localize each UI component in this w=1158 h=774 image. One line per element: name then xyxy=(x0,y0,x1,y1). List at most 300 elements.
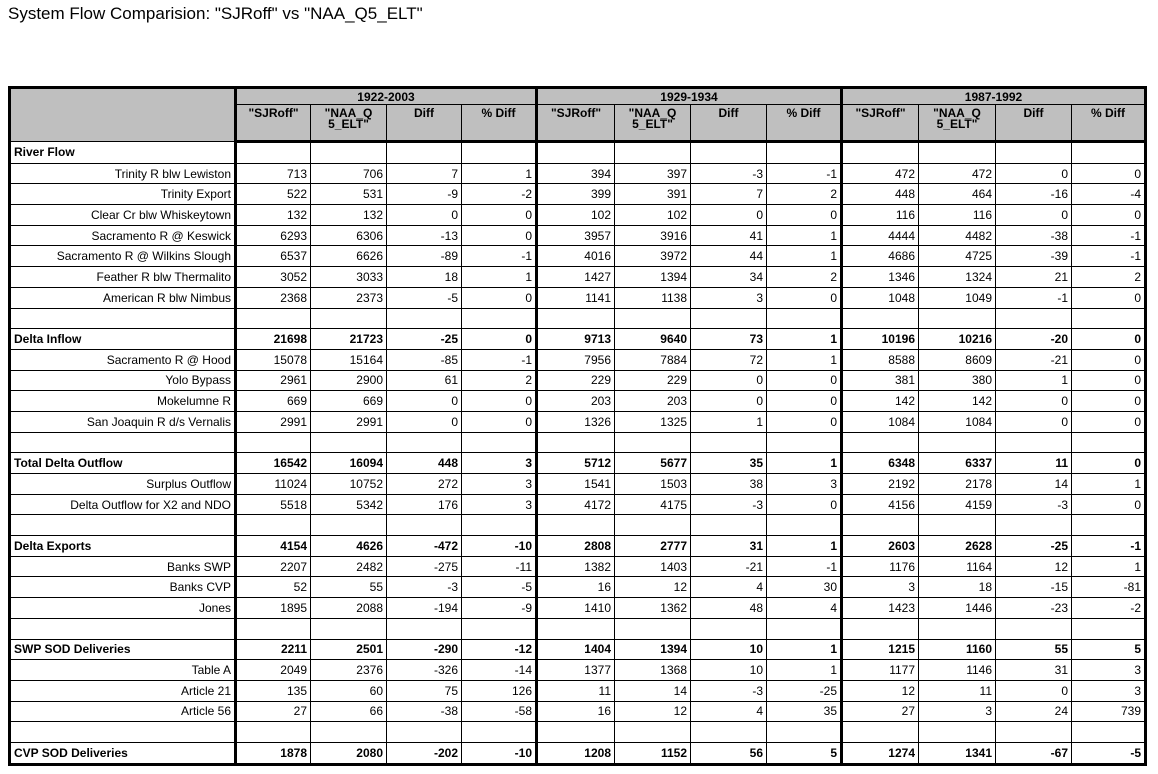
value-cell: 1274 xyxy=(842,742,919,764)
value-cell: 52 xyxy=(236,577,311,598)
value-cell: 0 xyxy=(691,205,767,226)
table-row xyxy=(10,370,1146,391)
value-cell: 102 xyxy=(537,205,615,226)
row-label: Yolo Bypass xyxy=(10,370,236,391)
table-row xyxy=(10,246,1146,267)
value-cell: 0 xyxy=(691,391,767,412)
value-cell: 1 xyxy=(1072,474,1146,495)
value-cell: -23 xyxy=(996,598,1072,619)
spacer-row xyxy=(10,308,1146,329)
value-cell: 41 xyxy=(691,225,767,246)
value-cell: 21 xyxy=(996,267,1072,288)
empty-cell xyxy=(767,142,842,164)
empty-cell xyxy=(919,142,996,164)
value-cell: 1410 xyxy=(537,598,615,619)
value-cell: 3 xyxy=(462,494,537,515)
value-cell: 0 xyxy=(1072,349,1146,370)
empty-cell xyxy=(691,308,767,329)
value-cell: 2900 xyxy=(311,370,387,391)
value-cell: -38 xyxy=(387,701,462,722)
empty-cell xyxy=(996,432,1072,453)
table-row xyxy=(10,267,1146,288)
value-cell: 135 xyxy=(236,680,311,701)
value-cell: 4686 xyxy=(842,246,919,267)
value-cell: 14 xyxy=(615,680,691,701)
value-cell: 0 xyxy=(996,411,1072,432)
table-row xyxy=(10,287,1146,308)
table-row xyxy=(10,494,1146,515)
value-cell: 116 xyxy=(919,205,996,226)
comparison-table-wrapper xyxy=(8,86,1147,766)
value-cell: 6306 xyxy=(311,225,387,246)
value-cell: 31 xyxy=(996,660,1072,681)
empty-cell xyxy=(842,618,919,639)
value-cell: 5677 xyxy=(615,453,691,474)
empty-cell xyxy=(311,142,387,164)
value-cell: 11024 xyxy=(236,474,311,495)
value-cell: 34 xyxy=(691,267,767,288)
value-cell: 16 xyxy=(537,577,615,598)
value-cell: -2 xyxy=(1072,598,1146,619)
value-cell: 12 xyxy=(842,680,919,701)
value-cell: 0 xyxy=(767,391,842,412)
value-cell: -9 xyxy=(462,598,537,619)
row-label: Delta Inflow xyxy=(10,329,236,350)
empty-cell xyxy=(1072,432,1146,453)
value-cell: 4725 xyxy=(919,246,996,267)
value-cell: 9640 xyxy=(615,329,691,350)
value-cell: 6626 xyxy=(311,246,387,267)
value-cell: 1 xyxy=(462,163,537,184)
value-cell: -85 xyxy=(387,349,462,370)
value-cell: 35 xyxy=(691,453,767,474)
value-cell: 531 xyxy=(311,184,387,205)
value-cell: 3 xyxy=(919,701,996,722)
empty-cell xyxy=(996,515,1072,536)
table-row xyxy=(10,225,1146,246)
value-cell: 0 xyxy=(996,205,1072,226)
value-cell: 1 xyxy=(767,536,842,557)
value-cell: 0 xyxy=(387,411,462,432)
row-label: CVP SOD Deliveries xyxy=(10,742,236,764)
column-header: % Diff xyxy=(1072,105,1146,142)
value-cell: 38 xyxy=(691,474,767,495)
value-cell: 11 xyxy=(537,680,615,701)
value-cell: -326 xyxy=(387,660,462,681)
value-cell: 16542 xyxy=(236,453,311,474)
empty-cell xyxy=(1072,722,1146,743)
value-cell: -58 xyxy=(462,701,537,722)
empty-cell xyxy=(10,432,236,453)
value-cell: -25 xyxy=(996,536,1072,557)
empty-cell xyxy=(691,618,767,639)
value-cell: 203 xyxy=(537,391,615,412)
column-header: "NAA_Q5_ELT" xyxy=(311,105,387,142)
value-cell: 3 xyxy=(691,287,767,308)
empty-cell xyxy=(462,308,537,329)
empty-cell xyxy=(236,142,311,164)
value-cell: 229 xyxy=(537,370,615,391)
value-cell: 0 xyxy=(767,287,842,308)
value-cell: 2991 xyxy=(311,411,387,432)
column-header: "NAA_Q5_ELT" xyxy=(615,105,691,142)
value-cell: 1878 xyxy=(236,742,311,764)
value-cell: 397 xyxy=(615,163,691,184)
value-cell: -1 xyxy=(1072,246,1146,267)
value-cell: 394 xyxy=(537,163,615,184)
value-cell: 3 xyxy=(1072,680,1146,701)
value-cell: 472 xyxy=(919,163,996,184)
value-cell: 448 xyxy=(387,453,462,474)
value-cell: 8609 xyxy=(919,349,996,370)
row-label: San Joaquin R d/s Vernalis xyxy=(10,411,236,432)
value-cell: 30 xyxy=(767,577,842,598)
value-cell: 14 xyxy=(996,474,1072,495)
value-cell: 126 xyxy=(462,680,537,701)
value-cell: 2 xyxy=(767,267,842,288)
empty-cell xyxy=(1072,515,1146,536)
value-cell: 176 xyxy=(387,494,462,515)
value-cell: 1 xyxy=(767,453,842,474)
value-cell: 2211 xyxy=(236,639,311,660)
value-cell: -21 xyxy=(996,349,1072,370)
value-cell: 3033 xyxy=(311,267,387,288)
column-header: % Diff xyxy=(462,105,537,142)
value-cell: -4 xyxy=(1072,184,1146,205)
value-cell: 73 xyxy=(691,329,767,350)
empty-cell xyxy=(537,618,615,639)
value-cell: 21698 xyxy=(236,329,311,350)
empty-cell xyxy=(236,308,311,329)
value-cell: 5 xyxy=(767,742,842,764)
value-cell: -15 xyxy=(996,577,1072,598)
row-label: Article 56 xyxy=(10,701,236,722)
value-cell: 522 xyxy=(236,184,311,205)
value-cell: 9713 xyxy=(537,329,615,350)
value-cell: 12 xyxy=(996,556,1072,577)
value-cell: 3052 xyxy=(236,267,311,288)
value-cell: 1164 xyxy=(919,556,996,577)
value-cell: 3 xyxy=(1072,660,1146,681)
value-cell: 0 xyxy=(996,391,1072,412)
value-cell: -3 xyxy=(691,494,767,515)
value-cell: 10 xyxy=(691,660,767,681)
empty-cell xyxy=(236,432,311,453)
value-cell: 55 xyxy=(311,577,387,598)
value-cell: -12 xyxy=(462,639,537,660)
value-cell: 380 xyxy=(919,370,996,391)
value-cell: 1382 xyxy=(537,556,615,577)
value-cell: 2991 xyxy=(236,411,311,432)
value-cell: 1346 xyxy=(842,267,919,288)
value-cell: 669 xyxy=(236,391,311,412)
table-row xyxy=(10,660,1146,681)
empty-cell xyxy=(387,142,462,164)
header-corner-cell xyxy=(10,88,236,142)
empty-cell xyxy=(1072,618,1146,639)
empty-cell xyxy=(387,618,462,639)
row-label: Trinity R blw Lewiston xyxy=(10,163,236,184)
value-cell: 21723 xyxy=(311,329,387,350)
empty-cell xyxy=(615,722,691,743)
value-cell: 1362 xyxy=(615,598,691,619)
value-cell: 472 xyxy=(842,163,919,184)
value-cell: 1 xyxy=(767,639,842,660)
value-cell: 1 xyxy=(462,267,537,288)
value-cell: 229 xyxy=(615,370,691,391)
value-cell: -10 xyxy=(462,742,537,764)
value-cell: 0 xyxy=(1072,329,1146,350)
value-cell: 0 xyxy=(1072,411,1146,432)
value-cell: 2207 xyxy=(236,556,311,577)
value-cell: 0 xyxy=(462,287,537,308)
value-cell: -14 xyxy=(462,660,537,681)
empty-cell xyxy=(462,432,537,453)
value-cell: 1215 xyxy=(842,639,919,660)
table-row xyxy=(10,598,1146,619)
value-cell: -11 xyxy=(462,556,537,577)
value-cell: 2 xyxy=(767,184,842,205)
period-header: 1922-2003 xyxy=(236,88,537,105)
value-cell: 3957 xyxy=(537,225,615,246)
empty-cell xyxy=(537,308,615,329)
value-cell: 10216 xyxy=(919,329,996,350)
value-cell: 5342 xyxy=(311,494,387,515)
value-cell: -1 xyxy=(996,287,1072,308)
value-cell: 1 xyxy=(1072,556,1146,577)
column-header: "SJRoff" xyxy=(236,105,311,142)
table-row xyxy=(10,163,1146,184)
value-cell: -3 xyxy=(996,494,1072,515)
value-cell: 142 xyxy=(842,391,919,412)
value-cell: -5 xyxy=(1072,742,1146,764)
value-cell: 713 xyxy=(236,163,311,184)
value-cell: 1341 xyxy=(919,742,996,764)
empty-cell xyxy=(842,142,919,164)
empty-cell xyxy=(311,722,387,743)
table-row xyxy=(10,184,1146,205)
row-label: Delta Exports xyxy=(10,536,236,557)
value-cell: 27 xyxy=(842,701,919,722)
value-cell: -89 xyxy=(387,246,462,267)
value-cell: 3 xyxy=(767,474,842,495)
value-cell: 2080 xyxy=(311,742,387,764)
value-cell: 0 xyxy=(462,225,537,246)
value-cell: 10196 xyxy=(842,329,919,350)
empty-cell xyxy=(387,515,462,536)
empty-cell xyxy=(691,142,767,164)
total-row xyxy=(10,536,1146,557)
value-cell: -20 xyxy=(996,329,1072,350)
empty-cell xyxy=(996,722,1072,743)
value-cell: -1 xyxy=(767,163,842,184)
value-cell: 1368 xyxy=(615,660,691,681)
value-cell: 3 xyxy=(462,453,537,474)
value-cell: 0 xyxy=(387,391,462,412)
value-cell: 35 xyxy=(767,701,842,722)
value-cell: 6337 xyxy=(919,453,996,474)
empty-cell xyxy=(537,142,615,164)
value-cell: 1 xyxy=(767,246,842,267)
value-cell: 132 xyxy=(236,205,311,226)
value-cell: 1084 xyxy=(919,411,996,432)
empty-cell xyxy=(691,432,767,453)
empty-cell xyxy=(615,142,691,164)
table-row xyxy=(10,701,1146,722)
row-label: Sacramento R @ Hood xyxy=(10,349,236,370)
total-row xyxy=(10,453,1146,474)
value-cell: 1404 xyxy=(537,639,615,660)
value-cell: -1 xyxy=(462,246,537,267)
value-cell: 4175 xyxy=(615,494,691,515)
value-cell: 18 xyxy=(919,577,996,598)
value-cell: -5 xyxy=(387,287,462,308)
value-cell: 2178 xyxy=(919,474,996,495)
value-cell: 669 xyxy=(311,391,387,412)
empty-cell xyxy=(311,618,387,639)
value-cell: 4172 xyxy=(537,494,615,515)
total-row xyxy=(10,742,1146,764)
value-cell: 4159 xyxy=(919,494,996,515)
empty-cell xyxy=(767,432,842,453)
value-cell: 1141 xyxy=(537,287,615,308)
period-header: 1929-1934 xyxy=(537,88,842,105)
table-row xyxy=(10,556,1146,577)
value-cell: 3 xyxy=(842,577,919,598)
value-cell: 4016 xyxy=(537,246,615,267)
value-cell: 464 xyxy=(919,184,996,205)
total-row xyxy=(10,329,1146,350)
empty-cell xyxy=(996,308,1072,329)
value-cell: 142 xyxy=(919,391,996,412)
value-cell: -194 xyxy=(387,598,462,619)
value-cell: -25 xyxy=(387,329,462,350)
value-cell: 66 xyxy=(311,701,387,722)
value-cell: -10 xyxy=(462,536,537,557)
value-cell: 1394 xyxy=(615,267,691,288)
value-cell: 706 xyxy=(311,163,387,184)
value-cell: -1 xyxy=(767,556,842,577)
value-cell: 1377 xyxy=(537,660,615,681)
empty-cell xyxy=(615,432,691,453)
column-header: "SJRoff" xyxy=(842,105,919,142)
spacer-row xyxy=(10,722,1146,743)
empty-cell xyxy=(387,308,462,329)
value-cell: 7 xyxy=(691,184,767,205)
value-cell: 7 xyxy=(387,163,462,184)
value-cell: 0 xyxy=(767,411,842,432)
value-cell: 0 xyxy=(767,370,842,391)
value-cell: 2603 xyxy=(842,536,919,557)
empty-cell xyxy=(842,308,919,329)
value-cell: 31 xyxy=(691,536,767,557)
empty-cell xyxy=(767,722,842,743)
value-cell: -13 xyxy=(387,225,462,246)
value-cell: 0 xyxy=(1072,391,1146,412)
value-cell: 2192 xyxy=(842,474,919,495)
value-cell: 3972 xyxy=(615,246,691,267)
value-cell: 1049 xyxy=(919,287,996,308)
value-cell: 381 xyxy=(842,370,919,391)
value-cell: 1326 xyxy=(537,411,615,432)
value-cell: 5712 xyxy=(537,453,615,474)
total-row xyxy=(10,639,1146,660)
row-label: Feather R blw Thermalito xyxy=(10,267,236,288)
empty-cell xyxy=(842,722,919,743)
value-cell: -2 xyxy=(462,184,537,205)
value-cell: 11 xyxy=(919,680,996,701)
table-row xyxy=(10,577,1146,598)
table-row xyxy=(10,474,1146,495)
value-cell: 5 xyxy=(1072,639,1146,660)
value-cell: 7884 xyxy=(615,349,691,370)
empty-cell xyxy=(996,618,1072,639)
value-cell: 72 xyxy=(691,349,767,370)
value-cell: 2088 xyxy=(311,598,387,619)
value-cell: 0 xyxy=(1072,453,1146,474)
value-cell: -202 xyxy=(387,742,462,764)
empty-cell xyxy=(919,432,996,453)
value-cell: -81 xyxy=(1072,577,1146,598)
value-cell: 2482 xyxy=(311,556,387,577)
column-header: "NAA_Q5_ELT" xyxy=(919,105,996,142)
row-label: SWP SOD Deliveries xyxy=(10,639,236,660)
empty-cell xyxy=(462,142,537,164)
value-cell: 0 xyxy=(462,205,537,226)
value-cell: 1 xyxy=(996,370,1072,391)
empty-cell xyxy=(311,515,387,536)
value-cell: 12 xyxy=(615,577,691,598)
row-label: Total Delta Outflow xyxy=(10,453,236,474)
value-cell: 4626 xyxy=(311,536,387,557)
value-cell: 1403 xyxy=(615,556,691,577)
value-cell: 15164 xyxy=(311,349,387,370)
value-cell: 24 xyxy=(996,701,1072,722)
empty-cell xyxy=(387,722,462,743)
empty-cell xyxy=(10,618,236,639)
table-row xyxy=(10,411,1146,432)
value-cell: 203 xyxy=(615,391,691,412)
empty-cell xyxy=(387,432,462,453)
value-cell: 8588 xyxy=(842,349,919,370)
value-cell: 2777 xyxy=(615,536,691,557)
value-cell: 399 xyxy=(537,184,615,205)
value-cell: 0 xyxy=(767,494,842,515)
value-cell: 2628 xyxy=(919,536,996,557)
row-label: Trinity Export xyxy=(10,184,236,205)
value-cell: 0 xyxy=(767,205,842,226)
value-cell: 4 xyxy=(767,598,842,619)
value-cell: 116 xyxy=(842,205,919,226)
value-cell: 27 xyxy=(236,701,311,722)
value-cell: 1160 xyxy=(919,639,996,660)
table-row xyxy=(10,391,1146,412)
value-cell: 44 xyxy=(691,246,767,267)
value-cell: 0 xyxy=(691,370,767,391)
value-cell: 0 xyxy=(387,205,462,226)
value-cell: 102 xyxy=(615,205,691,226)
empty-cell xyxy=(10,515,236,536)
empty-cell xyxy=(10,722,236,743)
value-cell: 1423 xyxy=(842,598,919,619)
value-cell: 56 xyxy=(691,742,767,764)
value-cell: 0 xyxy=(1072,287,1146,308)
empty-cell xyxy=(311,308,387,329)
value-cell: 1146 xyxy=(919,660,996,681)
value-cell: -3 xyxy=(691,680,767,701)
value-cell: 5518 xyxy=(236,494,311,515)
column-header: "SJRoff" xyxy=(537,105,615,142)
